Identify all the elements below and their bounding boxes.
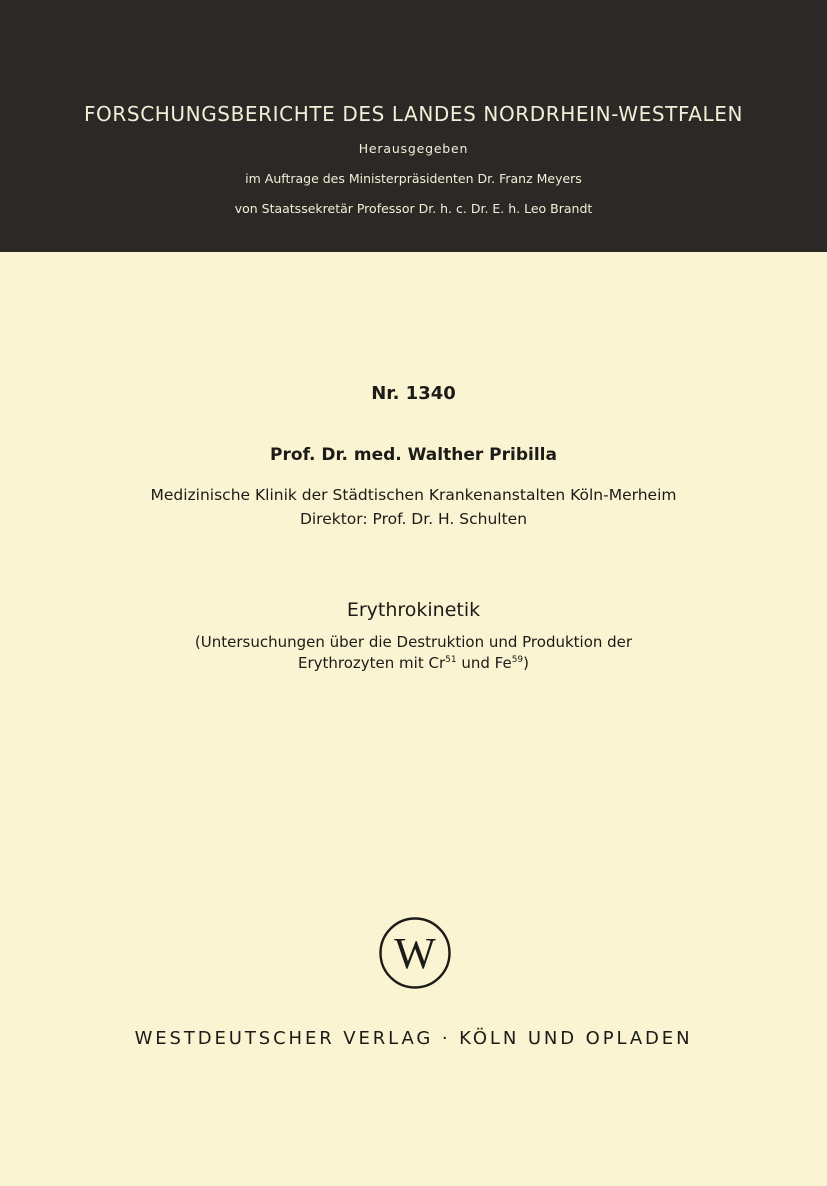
subtitle-part-a: Erythrozyten mit Cr [297, 654, 446, 672]
editor-line-1: Herausgegeben [358, 141, 469, 156]
logo-letter: W [394, 929, 436, 978]
book-title: Erythrokinetik [346, 599, 481, 621]
publisher-logo-icon [378, 916, 452, 990]
series-title: FORSCHUNGSBERICHTE DES LANDES NORDRHEIN-WESTFALEN [83, 102, 744, 126]
editor-line-3: von Staatssekretär Professor Dr. h. c. Dr. E. h. Leo Brandt [234, 201, 593, 216]
subtitle-part-b: und Fe [456, 654, 512, 672]
subtitle-line-1: (Untersuchungen über die Destruktion und Produktion der [194, 633, 633, 651]
subtitle-part-c: ) [523, 654, 529, 672]
chromium-isotope-superscript: 51 [445, 655, 457, 665]
subtitle-line-2 [0, 654, 827, 672]
report-number: Nr. 1340 [371, 383, 456, 404]
header-band [0, 0, 827, 252]
editor-line-2: im Auftrage des Ministerpräsidenten Dr. Franz Meyers [245, 171, 582, 186]
institution-line-1: Medizinische Klinik der Städtischen Krankenanstalten Köln-Merheim [150, 486, 677, 504]
author-name: Prof. Dr. med. Walther Pribilla [270, 445, 557, 465]
institution-line-2: Direktor: Prof. Dr. H. Schulten [299, 510, 528, 528]
iron-isotope-superscript: 59 [511, 655, 524, 665]
publisher-imprint: WESTDEUTSCHER VERLAG · KÖLN UND OPLADEN [134, 1028, 693, 1049]
